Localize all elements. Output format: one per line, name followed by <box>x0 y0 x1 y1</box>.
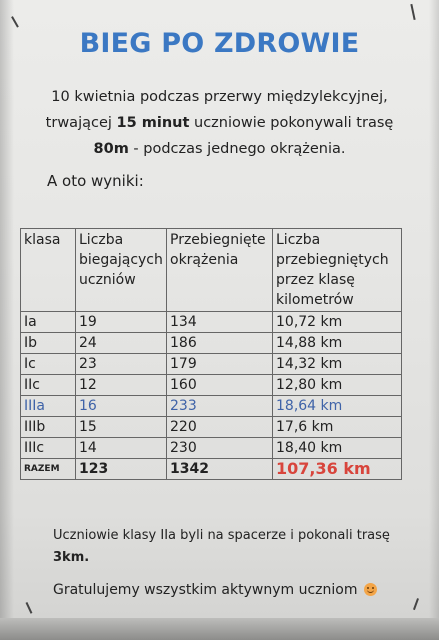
results-label: A oto wyniki: <box>47 172 144 190</box>
cell-km: 10,72 km <box>273 312 402 333</box>
cell-km: 17,6 km <box>273 417 402 438</box>
staple-mark-bottom-left <box>26 602 32 614</box>
cell-okrazenia: 186 <box>167 333 273 354</box>
staple-mark-bottom-right <box>413 598 419 610</box>
cell-km: 18,40 km <box>273 438 402 459</box>
paper-bottom-edge <box>0 618 439 640</box>
total-km: 107,36 km <box>273 459 402 480</box>
cell-klasa: Ib <box>21 333 76 354</box>
note-distance: 3km. <box>53 550 90 565</box>
cell-uczniowie: 12 <box>76 375 167 396</box>
table-row <box>21 354 402 375</box>
cell-uczniowie: 24 <box>76 333 167 354</box>
smiling-face-icon <box>364 583 377 596</box>
header-klasa: klasa <box>21 229 76 312</box>
note-text: Uczniowie klasy IIa byli na spacerze i pokonali trasę <box>53 528 390 543</box>
table-row <box>21 375 402 396</box>
intro-line-2-tail: uczniowie pokonywali trasę <box>189 115 394 131</box>
header-uczniowie: Liczba biegających uczniów <box>76 229 167 312</box>
table-row <box>21 312 402 333</box>
cell-okrazenia: 160 <box>167 375 273 396</box>
cell-uczniowie: 19 <box>76 312 167 333</box>
cell-klasa: IIIb <box>21 417 76 438</box>
cell-km: 18,64 km <box>273 396 402 417</box>
header-okrazenia: Przebiegnięte okrążenia <box>167 229 273 312</box>
cell-klasa: Ic <box>21 354 76 375</box>
cell-km: 12,80 km <box>273 375 402 396</box>
staple-mark-top-right <box>410 4 415 20</box>
table-total-row <box>21 459 402 480</box>
cell-uczniowie: 16 <box>76 396 167 417</box>
intro-line-2-text: trwającej <box>45 115 117 131</box>
intro-line-3-text: - podczas jednego okrążenia. <box>128 141 346 157</box>
total-uczniowie: 123 <box>76 459 167 480</box>
results-table <box>20 228 402 480</box>
table-row <box>21 417 402 438</box>
congrats-text: Gratulujemy wszystkim aktywnym uczniom <box>53 582 358 598</box>
header-kilometry: Liczba przebiegniętych przez klasę kilometrów <box>273 229 402 312</box>
table-header-row <box>21 229 402 312</box>
note-paragraph <box>53 525 390 569</box>
cell-okrazenia: 230 <box>167 438 273 459</box>
table-row <box>21 438 402 459</box>
cell-uczniowie: 23 <box>76 354 167 375</box>
table-row-highlighted <box>21 396 402 417</box>
cell-km: 14,88 km <box>273 333 402 354</box>
cell-okrazenia: 233 <box>167 396 273 417</box>
cell-okrazenia: 179 <box>167 354 273 375</box>
intro-line-2 <box>0 110 439 136</box>
cell-klasa: IIIa <box>21 396 76 417</box>
cell-uczniowie: 14 <box>76 438 167 459</box>
intro-paragraph <box>0 84 439 162</box>
cell-klasa: IIc <box>21 375 76 396</box>
congrats-line <box>53 582 377 598</box>
cell-km: 14,32 km <box>273 354 402 375</box>
cell-klasa: Ia <box>21 312 76 333</box>
table-row <box>21 333 402 354</box>
cell-okrazenia: 220 <box>167 417 273 438</box>
intro-line-3 <box>0 136 439 162</box>
poster-title: BIEG PO ZDROWIE <box>79 28 360 59</box>
lap-length-value: 80m <box>93 141 129 157</box>
total-label: RAZEM <box>21 459 76 480</box>
total-okrazenia: 1342 <box>167 459 273 480</box>
intro-line-1: 10 kwietnia podczas przerwy międzylekcyjnej, <box>51 89 388 105</box>
duration-value: 15 minut <box>116 115 190 131</box>
cell-klasa: IIIc <box>21 438 76 459</box>
cell-okrazenia: 134 <box>167 312 273 333</box>
cell-uczniowie: 15 <box>76 417 167 438</box>
